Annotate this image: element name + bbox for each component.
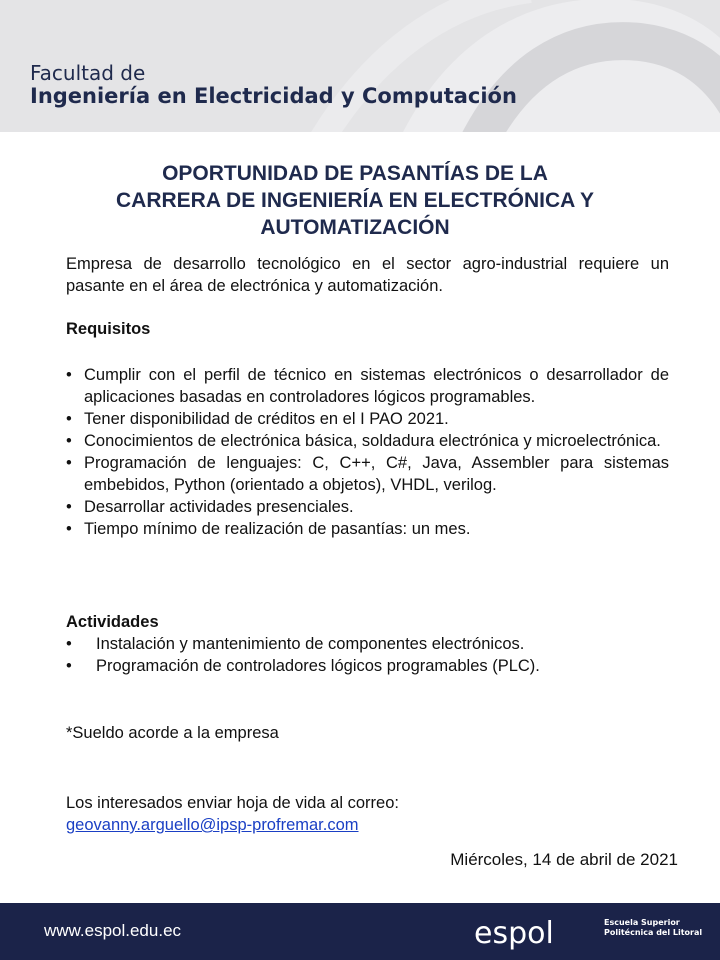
bullet: •: [66, 520, 72, 538]
title-line-3: AUTOMATIZACIÓN: [260, 216, 450, 239]
school-line-2: Politécnica del Litoral: [604, 928, 703, 937]
requirement-text: Programación de lenguajes: C, C++, C#, Java, Assembler para sistemas embebidos, Python (orientado a objetos), VHDL, verilog.: [84, 454, 669, 494]
faculty-line-2: Ingeniería en Electricidad y Computación: [30, 84, 517, 108]
activity-text: Programación de controladores lógicos programables (PLC).: [96, 657, 540, 675]
header-banner: [0, 0, 720, 132]
bullet: •: [66, 432, 72, 450]
contact-text: Los interesados enviar hoja de vida al correo:: [66, 794, 399, 812]
contact-block: [66, 792, 669, 836]
requirements-list: [66, 364, 669, 540]
intro-paragraph: Empresa de desarrollo tecnológico en el sector agro-industrial requiere un pasante en el área de electrónica y automatización.: [66, 255, 669, 295]
requirement-item: [66, 496, 669, 518]
school-name: [604, 918, 702, 938]
website-url[interactable]: www.espol.edu.ec: [44, 921, 182, 940]
requirement-item: [66, 518, 669, 540]
title-line-1: OPORTUNIDAD DE PASANTÍAS DE LA: [162, 162, 548, 185]
requirement-item: [66, 430, 669, 452]
activity-item: [66, 655, 669, 677]
activities-heading: Actividades: [66, 613, 159, 631]
logo-wordmark: espol: [474, 916, 554, 951]
activity-item: [66, 633, 669, 655]
requirement-text: Conocimientos de electrónica básica, soldadura electrónica y microelectrónica.: [84, 432, 661, 450]
bullet: •: [66, 410, 72, 428]
requirement-item: [66, 452, 669, 496]
bullet: •: [66, 498, 72, 516]
salary-note: *Sueldo acorde a la empresa: [66, 724, 279, 742]
requirement-text: Cumplir con el perfil de técnico en sistemas electrónicos o desarrollador de aplicaciones basadas en controladores lógicos programables.: [84, 366, 669, 406]
activities-list: [66, 633, 669, 677]
email-link[interactable]: geovanny.arguello@ipsp-profremar.com: [66, 816, 359, 834]
faculty-name: [30, 62, 517, 108]
footer-bar: [0, 903, 720, 960]
requirement-item: [66, 408, 669, 430]
activity-text: Instalación y mantenimiento de componentes electrónicos.: [96, 635, 525, 653]
bullet: •: [66, 454, 72, 472]
bullet: •: [66, 657, 72, 675]
requirement-text: Desarrollar actividades presenciales.: [84, 498, 354, 516]
school-line-1: Escuela Superior: [604, 918, 680, 927]
espol-logo: [474, 913, 594, 951]
requirement-item: [66, 364, 669, 408]
requirement-text: Tener disponibilidad de créditos en el I PAO 2021.: [84, 410, 449, 428]
page-title: [40, 160, 670, 241]
requirement-text: Tiempo mínimo de realización de pasantías: un mes.: [84, 520, 471, 538]
bullet: •: [66, 635, 72, 653]
bullet: •: [66, 366, 72, 384]
publication-date: Miércoles, 14 de abril de 2021: [450, 850, 678, 869]
title-line-2: CARRERA DE INGENIERÍA EN ELECTRÓNICA Y: [116, 189, 594, 212]
requirements-heading: Requisitos: [66, 320, 151, 338]
faculty-line-1: Facultad de: [30, 61, 146, 85]
